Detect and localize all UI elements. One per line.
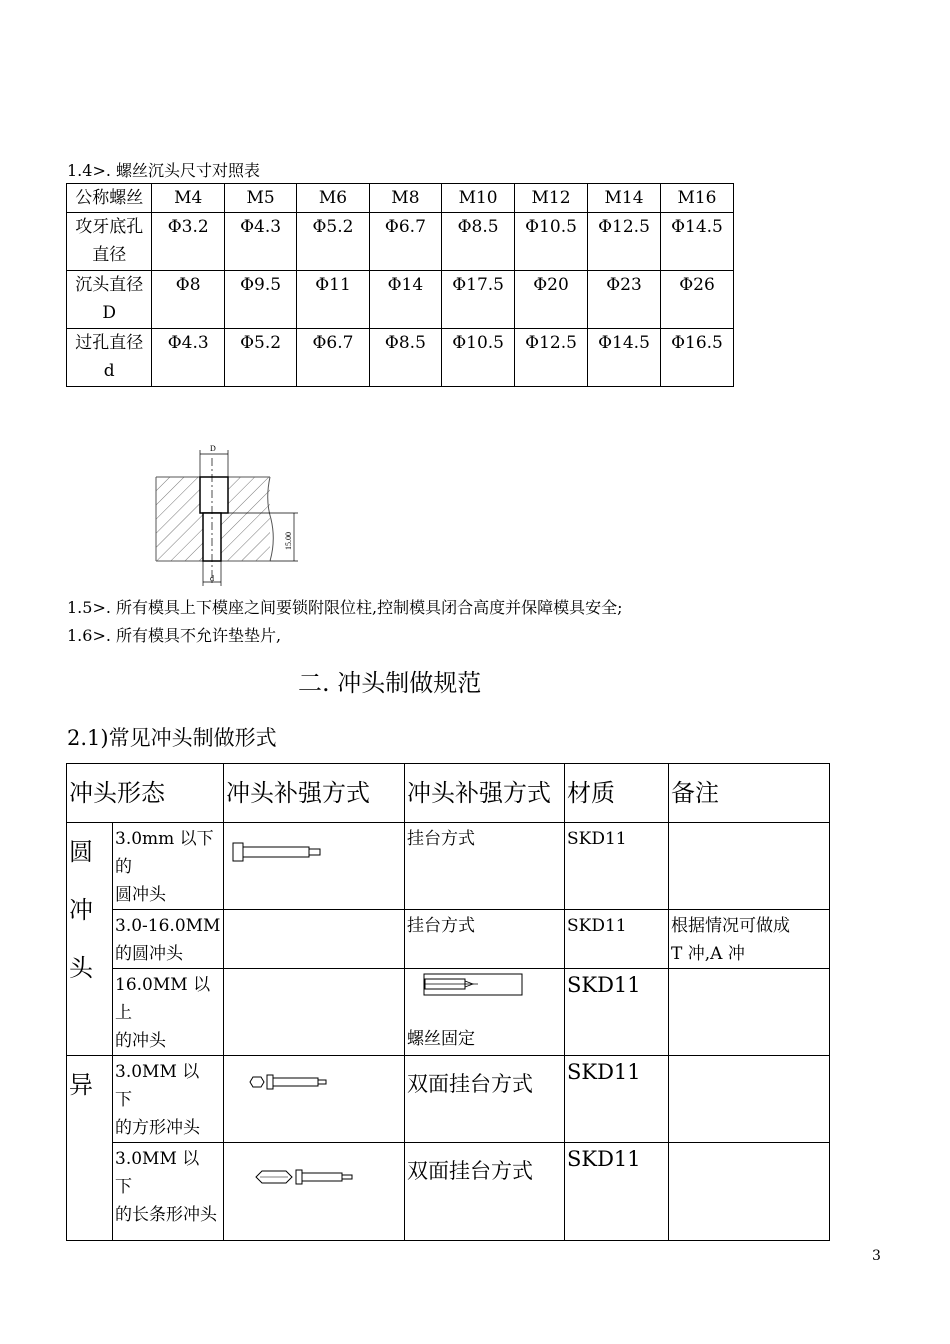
table-cell: Φ3.2 (152, 213, 224, 271)
reinforce-method: 挂台方式 (405, 910, 565, 969)
subsection-title: 2.1)常见冲头制做形式 (67, 726, 277, 750)
material: SKD11 (565, 1056, 669, 1143)
square-punch-sketch (250, 1072, 340, 1092)
screw-fixed-punch-sketch (423, 972, 523, 996)
punch-sketch-cell (224, 1143, 405, 1241)
row-label: 沉头直径 D (67, 271, 152, 329)
header-cell: 公称螺丝 (67, 184, 152, 213)
header-cell: M4 (152, 184, 224, 213)
table-row (67, 271, 734, 329)
dim-label-D: D (210, 444, 216, 453)
long-punch-sketch (256, 1167, 366, 1187)
material: SKD11 (565, 910, 669, 969)
screw-counterbore-table (66, 183, 734, 387)
paragraph-1-6: 1.6>. 所有模具不允许垫垫片, (67, 626, 282, 645)
section-heading-1-4: 1.4>. 螺丝沉头尺寸对照表 (67, 161, 261, 180)
table-cell: Φ17.5 (442, 271, 515, 329)
row-label: 攻牙底孔 直径 (67, 213, 152, 271)
table-cell: Φ5.2 (224, 329, 296, 387)
round-punch-sketch (232, 841, 322, 865)
table-cell: Φ10.5 (442, 329, 515, 387)
table-cell: Φ8 (152, 271, 224, 329)
table-row (67, 1143, 830, 1241)
table-cell: Φ12.5 (588, 213, 661, 271)
table-row (67, 910, 830, 969)
reinforce-method: 双面挂台方式 (405, 1143, 565, 1241)
table-cell: Φ14.5 (660, 213, 733, 271)
reinforce-method-cell (405, 969, 565, 1056)
table-cell: Φ14.5 (588, 329, 661, 387)
table-cell: Φ8.5 (442, 213, 515, 271)
table-cell: Φ4.3 (224, 213, 296, 271)
table-row (67, 213, 734, 271)
table-cell: Φ20 (515, 271, 588, 329)
table-row (67, 823, 830, 910)
punch-desc: 3.0mm 以下的 圆冲头 (113, 823, 224, 910)
table-cell: Φ6.7 (369, 213, 441, 271)
table-header-row (67, 184, 734, 213)
table-cell: Φ11 (297, 271, 369, 329)
paragraph-1-5: 1.5>. 所有模具上下模座之间要锁附限位柱,控制模具闭合高度并保障模具安全; (67, 598, 623, 617)
header-cell: M12 (515, 184, 588, 213)
reinforce-method: 挂台方式 (405, 823, 565, 910)
note: 根据情况可做成 T 冲,A 冲 (669, 910, 830, 969)
table-cell: Φ10.5 (515, 213, 588, 271)
header-cell: M5 (224, 184, 296, 213)
table-header-row (67, 764, 830, 823)
table-row (67, 1056, 830, 1143)
row-label: 过孔直径 d (67, 329, 152, 387)
punch-desc: 3.0MM 以 下 的长条形冲头 (113, 1143, 224, 1241)
header-cell: 备注 (669, 764, 830, 823)
note (669, 1056, 830, 1143)
dim-label-15: 15.00 (284, 532, 293, 550)
chapter-title: 二. 冲头制做规范 (298, 669, 482, 697)
table-cell: Φ14 (369, 271, 441, 329)
punch-type-table (66, 763, 830, 1241)
punch-sketch-cell (224, 910, 405, 969)
table-cell: Φ8.5 (369, 329, 441, 387)
header-cell: M6 (297, 184, 369, 213)
material: SKD11 (565, 1143, 669, 1241)
category-round-punch: 圆 冲 头 (67, 823, 113, 1056)
punch-sketch-cell (224, 1056, 405, 1143)
punch-desc: 3.0-16.0MM 的圆冲头 (113, 910, 224, 969)
counterbore-hole (200, 477, 228, 513)
header-cell: 冲头补强方式 (405, 764, 565, 823)
dim-label-d: d (210, 574, 214, 583)
punch-desc: 3.0MM 以 下 的方形冲头 (113, 1056, 224, 1143)
note (669, 969, 830, 1056)
header-cell: M16 (660, 184, 733, 213)
reinforce-method: 双面挂台方式 (405, 1056, 565, 1143)
header-cell: M8 (369, 184, 441, 213)
table-cell: Φ23 (588, 271, 661, 329)
note (669, 823, 830, 910)
header-cell: 材质 (565, 764, 669, 823)
table-row (67, 329, 734, 387)
header-cell: 冲头补强方式 (224, 764, 405, 823)
table-cell: Φ16.5 (660, 329, 733, 387)
table-cell: Φ4.3 (152, 329, 224, 387)
header-cell: M14 (588, 184, 661, 213)
table-cell: Φ26 (660, 271, 733, 329)
punch-sketch-cell (224, 823, 405, 910)
table-cell: Φ6.7 (297, 329, 369, 387)
header-cell: M10 (442, 184, 515, 213)
table-cell: Φ5.2 (297, 213, 369, 271)
category-special-punch: 异 (67, 1056, 113, 1241)
through-hole (203, 513, 221, 561)
counterbore-drawing (150, 440, 310, 590)
reinforce-method: 螺丝固定 (407, 1029, 475, 1049)
page-number: 3 (872, 1248, 881, 1264)
table-cell: Φ9.5 (224, 271, 296, 329)
punch-sketch-cell (224, 969, 405, 1056)
material: SKD11 (565, 823, 669, 910)
material: SKD11 (565, 969, 669, 1056)
table-cell: Φ12.5 (515, 329, 588, 387)
table-row (67, 969, 830, 1056)
header-cell: 冲头形态 (67, 764, 224, 823)
note (669, 1143, 830, 1241)
punch-desc: 16.0MM 以上 的冲头 (113, 969, 224, 1056)
